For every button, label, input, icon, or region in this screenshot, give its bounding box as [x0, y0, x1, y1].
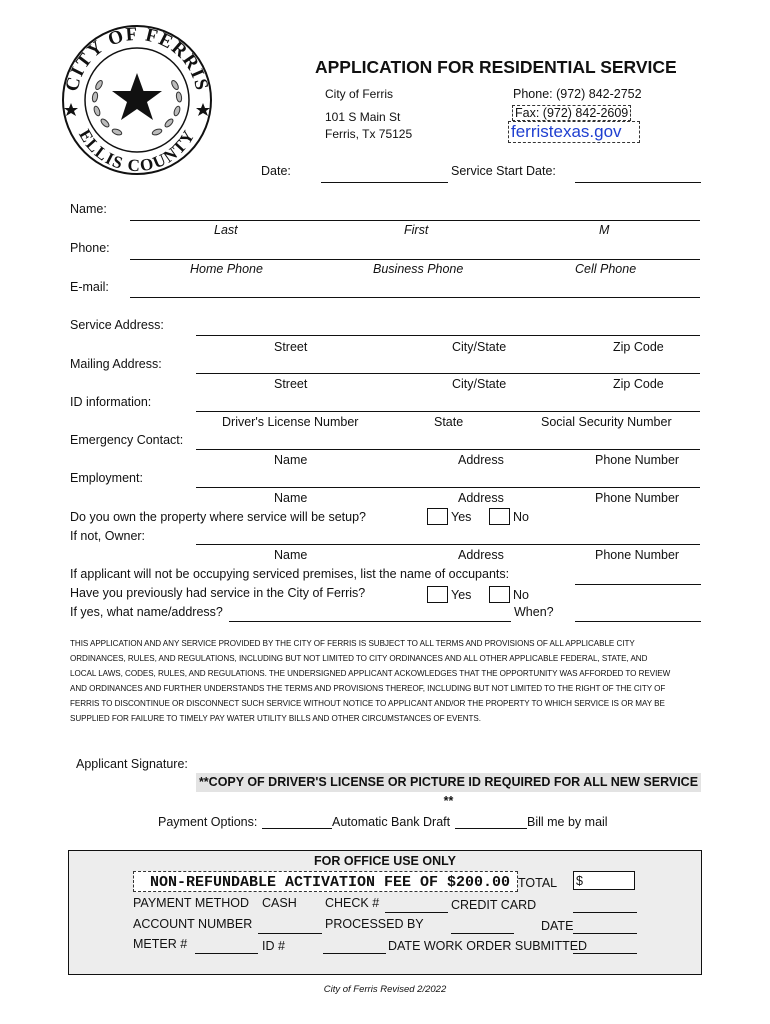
phone-label: Phone: [70, 241, 110, 255]
emergency-address-caption: Address [458, 453, 504, 467]
employment-name-caption: Name [274, 491, 308, 505]
seal-top-text: CITY OF FERRIS [61, 23, 213, 94]
mailing-zip-caption: Zip Code [613, 377, 664, 391]
date-label: Date: [261, 164, 291, 178]
credit-card-field[interactable] [573, 912, 637, 913]
owner-name-caption: Name [274, 548, 308, 562]
name-m-caption: M [599, 223, 610, 237]
total-field[interactable] [573, 871, 635, 890]
revision-footer: City of Ferris Revised 2/2022 [323, 984, 447, 995]
name-label: Name: [70, 202, 107, 216]
emergency-contact-field[interactable] [196, 449, 700, 450]
own-yes-checkbox[interactable] [427, 508, 448, 525]
bill-me-option: Bill me by mail [527, 815, 608, 829]
name-last-caption: Last [214, 223, 238, 237]
previous-service-question: Have you previously had service in the City of Ferris? [70, 586, 366, 600]
legal-line: SUPPLIED FOR FAILURE TO TIMELY PAY WATER UTILITY BILLS AND OTHER CIRCUMSTANCES OF EVENTS. [70, 714, 481, 723]
owner-field[interactable] [196, 544, 700, 545]
home-phone-caption: Home Phone [190, 262, 263, 276]
auto-draft-field[interactable] [262, 828, 332, 829]
contact-street: 101 S Main St [325, 110, 401, 124]
emergency-name-caption: Name [274, 453, 308, 467]
own-no-label: No [513, 510, 529, 524]
legal-line: ORDINANCES, RULES, AND REGULATIONS, INCLUDING BUT NOT LIMITED TO CITY ORDINANCES AND ALL OTHER APPLICABLE FEDERAL, STATE, AND [70, 654, 648, 663]
contact-citystate: Ferris, Tx 75125 [325, 127, 413, 141]
meter-field[interactable] [195, 953, 258, 954]
total-label: TOTAL [518, 876, 558, 890]
owner-address-caption: Address [458, 548, 504, 562]
office-use-title: FOR OFFICE USE ONLY [314, 854, 456, 868]
business-phone-caption: Business Phone [373, 262, 464, 276]
dollar-sign: $ [576, 874, 583, 888]
processed-by-field[interactable] [451, 933, 514, 934]
own-property-question: Do you own the property where service will be setup? [70, 510, 366, 524]
date-office-label: DATE [541, 919, 574, 933]
legal-line: THIS APPLICATION AND ANY SERVICE PROVIDED BY THE CITY OF FERRIS IS SUBJECT TO ALL TERMS AND PROVISIONS OF ALL APPLICABLE CITY [70, 639, 635, 648]
contact-fax: Fax: (972) 842-2609 [512, 105, 631, 121]
emergency-phone-caption: Phone Number [595, 453, 680, 467]
date-field[interactable] [321, 182, 448, 183]
mailing-street-caption: Street [274, 377, 308, 391]
employment-label: Employment: [70, 471, 143, 485]
seal-bottom-text: ELLIS COUNTY [75, 126, 200, 176]
id-number-label: ID # [262, 939, 285, 953]
mailing-address-field[interactable] [196, 373, 700, 374]
state-caption: State [434, 415, 464, 429]
when-label: When? [514, 605, 554, 619]
account-number-field[interactable] [258, 933, 322, 934]
employment-address-caption: Address [458, 491, 504, 505]
website-link[interactable]: ferristexas.gov [508, 121, 640, 143]
payment-method-label: PAYMENT METHOD [133, 896, 249, 910]
occupants-question: If applicant will not be occupying serviced premises, list the name of occupants: [70, 567, 510, 581]
processed-by-label: PROCESSED BY [325, 917, 424, 931]
city-seal-logo [57, 15, 217, 185]
legal-line: FERRIS TO DISCONTINUE OR DISCONNECT SUCH SERVICE WITHOUT NOTICE TO APPLICANT AND/OR THE PROPERTY TO WHICH SERVICE IS OR MAY BE [70, 699, 665, 708]
legal-terms [70, 636, 698, 726]
credit-card-label: CREDIT CARD [451, 898, 537, 912]
service-start-field[interactable] [575, 182, 701, 183]
check-label: CHECK # [325, 896, 380, 910]
previous-yes-checkbox[interactable] [427, 586, 448, 603]
service-address-field[interactable] [196, 335, 700, 336]
emergency-contact-label: Emergency Contact: [70, 433, 184, 447]
employment-phone-caption: Phone Number [595, 491, 680, 505]
service-zip-caption: Zip Code [613, 340, 664, 354]
cash-label: CASH [262, 896, 297, 910]
owner-phone-caption: Phone Number [595, 548, 680, 562]
contact-city: City of Ferris [325, 87, 394, 101]
signature-label: Applicant Signature: [76, 757, 188, 771]
payment-options-label: Payment Options: [158, 815, 258, 829]
form-title: APPLICATION FOR RESIDENTIAL SERVICE [315, 57, 677, 77]
date-office-field[interactable] [573, 933, 637, 934]
email-field[interactable] [130, 297, 700, 298]
id-required-banner: **COPY OF DRIVER'S LICENSE OR PICTURE ID REQUIRED FOR ALL NEW SERVICE ** [196, 773, 701, 792]
legal-line: AND ORDINANCES AND FURTHER UNDERSTANDS THE TERMS AND PROVISIONS THEREOF, INCLUDING BUT NOT LIMITED TO THE RIGHT OF THE CITY OF [70, 684, 666, 693]
auto-draft-option: Automatic Bank Draft [332, 815, 451, 829]
own-no-checkbox[interactable] [489, 508, 510, 525]
drivers-license-caption: Driver's License Number [222, 415, 359, 429]
bill-me-field[interactable] [455, 828, 527, 829]
meter-label: METER # [133, 937, 188, 951]
legal-line: LOCAL LAWS, CODES, RULES, AND REGULATIONS. THE UNDERSIGNED APPLICANT ACKOWLEDGES THAT THE OPPORTUNITY WAS AFFORDED TO REVIEW [70, 669, 671, 678]
previous-name-field[interactable] [229, 621, 511, 622]
activation-fee-notice: NON-REFUNDABLE ACTIVATION FEE OF $200.00 [133, 871, 518, 892]
cell-phone-caption: Cell Phone [575, 262, 637, 276]
contact-phone: Phone: (972) 842-2752 [513, 87, 642, 101]
id-number-field[interactable] [323, 953, 386, 954]
owner-label: If not, Owner: [70, 529, 146, 543]
previous-yes-label: Yes [451, 588, 472, 602]
service-address-label: Service Address: [70, 318, 164, 332]
previous-name-label: If yes, what name/address? [70, 605, 223, 619]
check-number-field[interactable] [385, 912, 448, 913]
own-yes-label: Yes [451, 510, 472, 524]
phone-field[interactable] [130, 259, 700, 260]
employment-field[interactable] [196, 487, 700, 488]
name-field[interactable] [130, 220, 700, 221]
name-first-caption: First [404, 223, 429, 237]
previous-no-label: No [513, 588, 529, 602]
mailing-address-label: Mailing Address: [70, 357, 162, 371]
svg-text:ELLIS COUNTY [75, 126, 199, 175]
service-street-caption: Street [274, 340, 308, 354]
id-info-label: ID information: [70, 395, 152, 409]
id-info-field[interactable] [196, 411, 700, 412]
mailing-citystate-caption: City/State [452, 377, 507, 391]
previous-no-checkbox[interactable] [489, 586, 510, 603]
when-field[interactable] [575, 621, 701, 622]
service-citystate-caption: City/State [452, 340, 507, 354]
email-label: E-mail: [70, 280, 109, 294]
ssn-caption: Social Security Number [541, 415, 672, 429]
account-number-label: ACCOUNT NUMBER [133, 917, 253, 931]
date-work-order-field[interactable] [573, 953, 637, 954]
date-work-order-label: DATE WORK ORDER SUBMITTED [388, 939, 588, 953]
occupants-field[interactable] [575, 584, 701, 585]
service-start-label: Service Start Date: [451, 164, 556, 178]
